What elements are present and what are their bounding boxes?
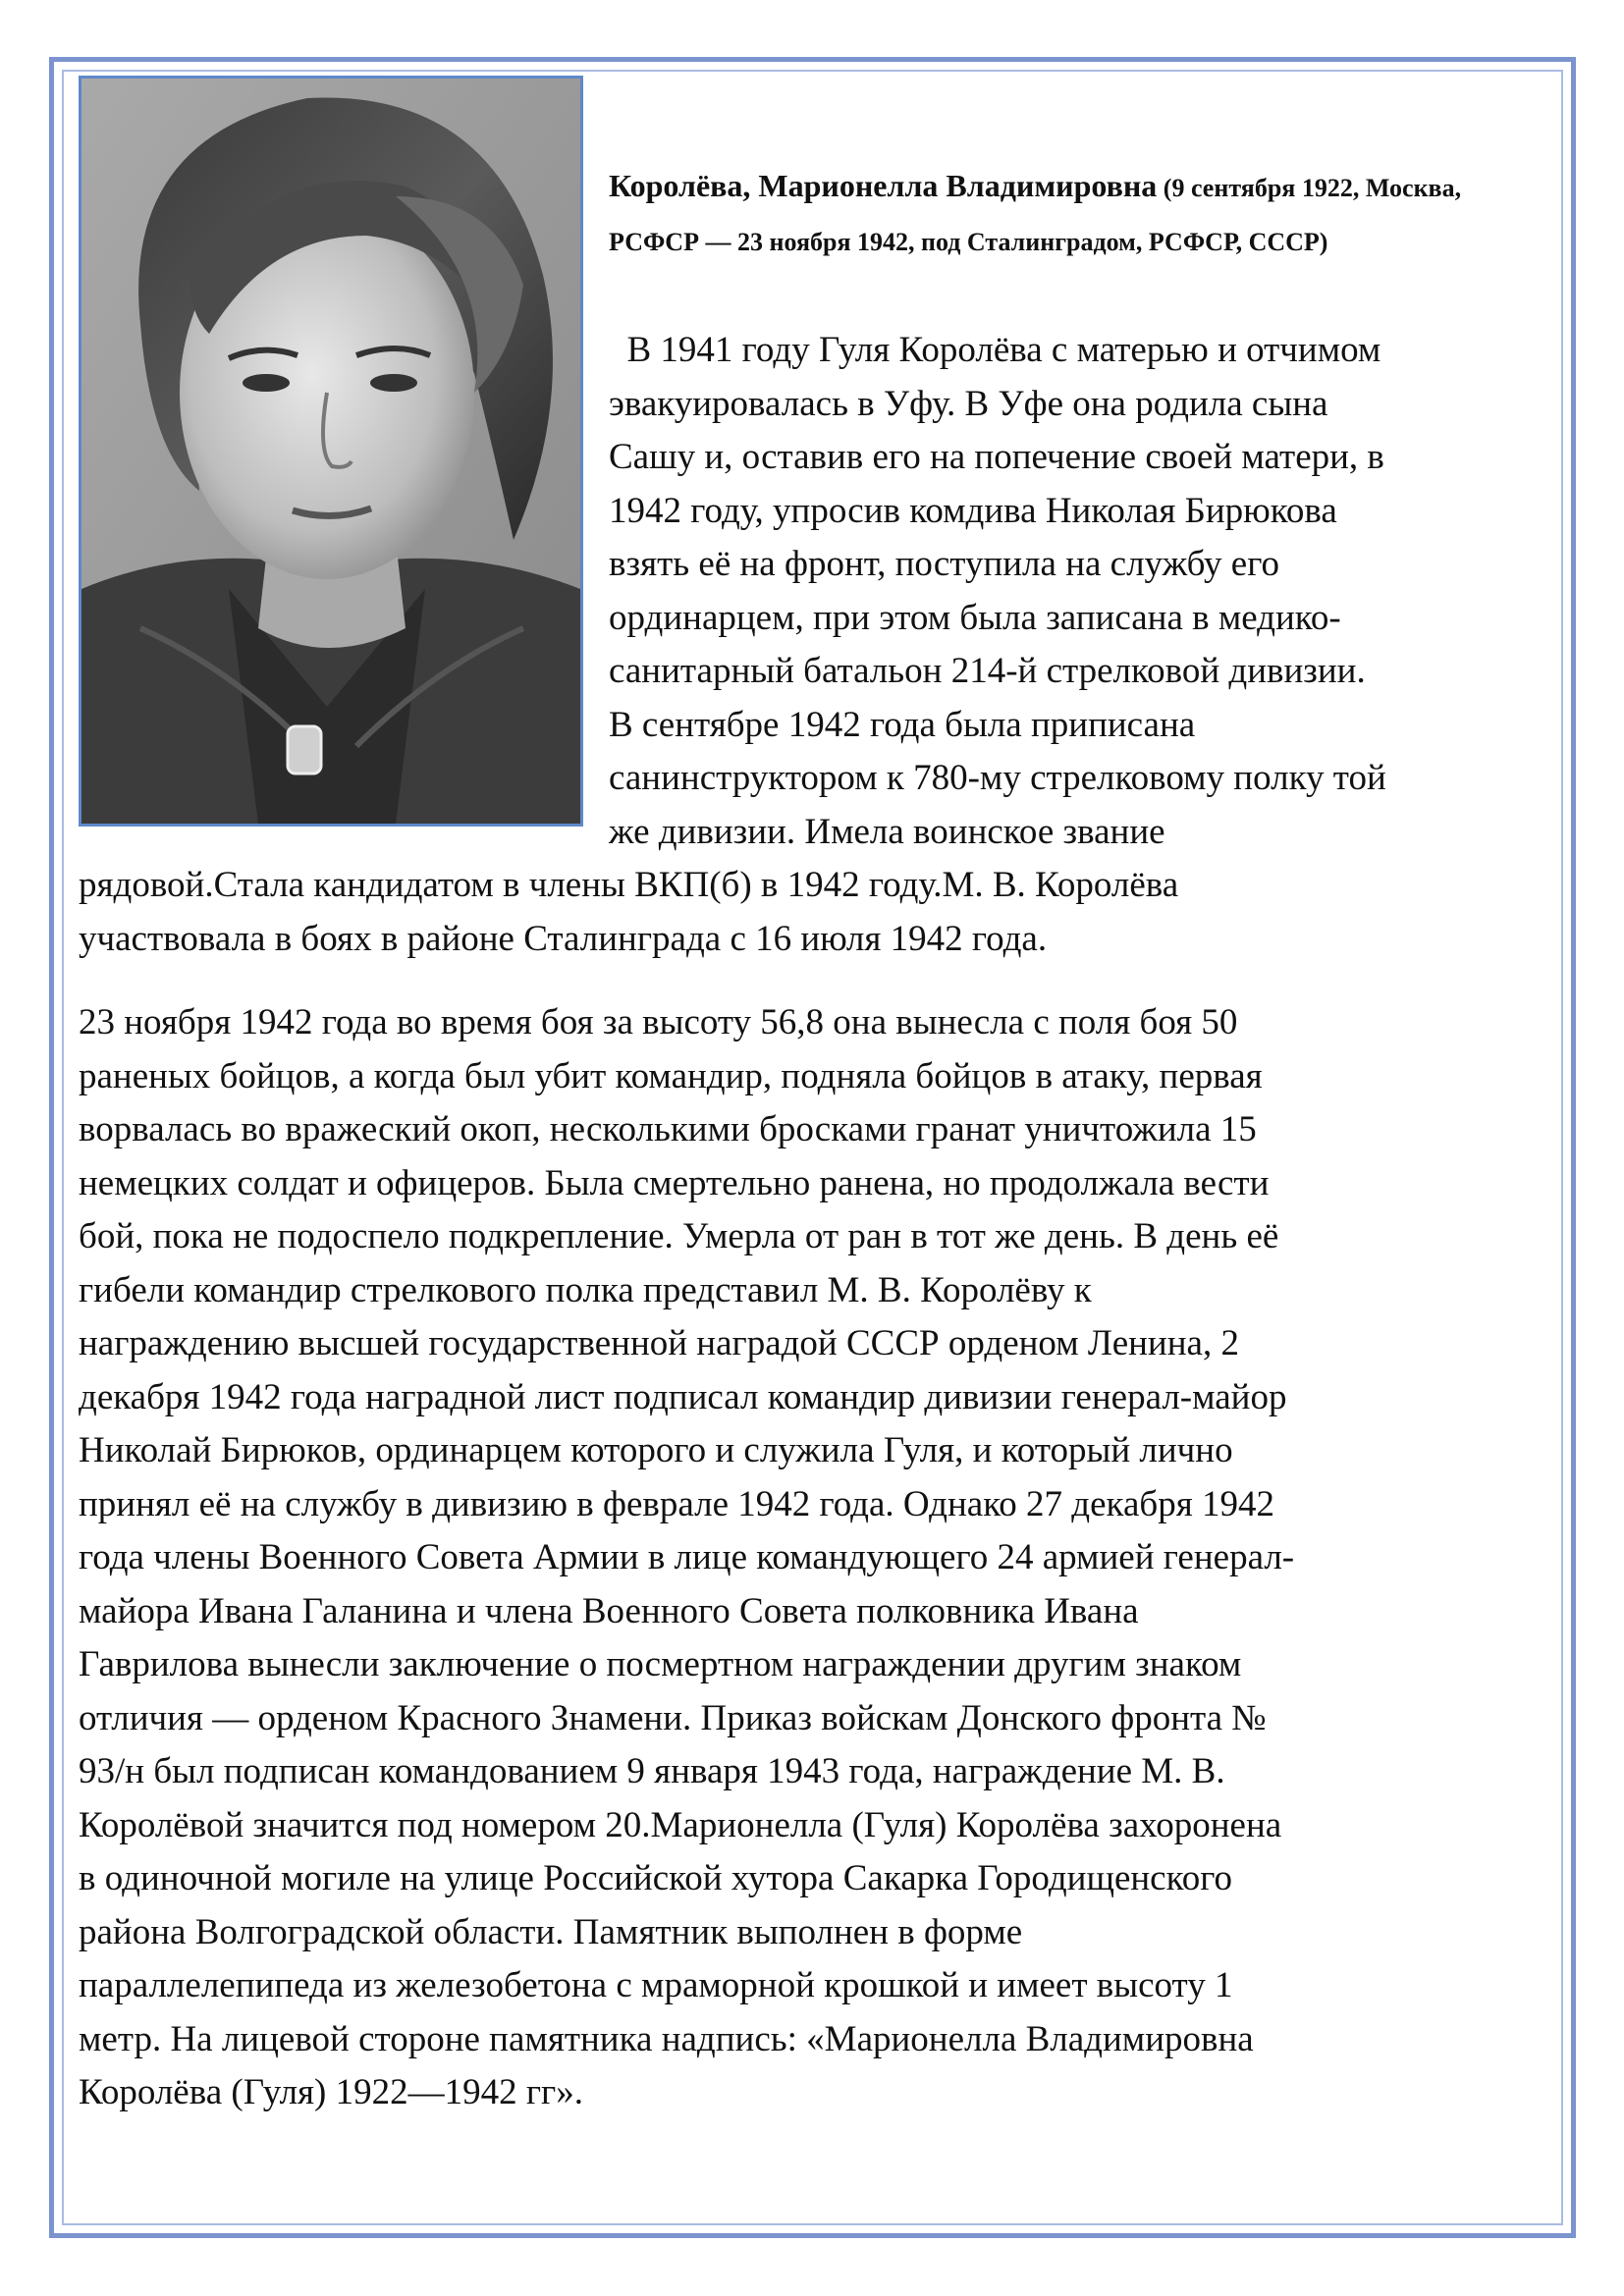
text-line: эвакуировалась в Уфу. В Уфе она родила сына	[609, 383, 1328, 424]
text-line: 1942 году, упросив комдива Николая Бирюкова	[609, 490, 1337, 531]
text-line: параллелепипеда из железобетона с мраморной крошкой и имеет высоту 1	[79, 1965, 1233, 2005]
text-line: ординарцем, при этом была записана в медико-	[609, 597, 1341, 638]
text-line: Гаврилова вынесли заключение о посмертном награждении другим знаком	[79, 1644, 1242, 1684]
text-line: награждению высшей государственной наградой СССР орденом Ленина, 2	[79, 1323, 1239, 1363]
paragraph1-side-text	[609, 324, 1556, 859]
text-line: 93/н был подписан командованием 9 января 1943 года, награждение М. В.	[79, 1751, 1225, 1791]
text-line: Сашу и, оставив его на попечение своей матери, в	[609, 437, 1384, 477]
text-line: взять её на фронт, поступила на службу его	[609, 544, 1279, 584]
text-line: в одиночной могиле на улице Российской хутора Сакарка Городищенского	[79, 1858, 1232, 1898]
text-line: В сентябре 1942 года была приписана	[609, 704, 1196, 745]
text-line: бой, пока не подоспело подкрепление. Умерла от ран в тот же день. В день её	[79, 1216, 1279, 1256]
text-line: 23 ноября 1942 года во время боя за высоту 56,8 она вынесла с поля боя 50	[79, 1002, 1238, 1042]
paragraph2	[79, 996, 1551, 2120]
text-line: немецких солдат и офицеров. Была смертельно ранена, но продолжала вести	[79, 1162, 1270, 1203]
text-line: майора Ивана Галанина и члена Военного Совета полковника Ивана	[79, 1590, 1139, 1631]
text-line: года члены Военного Совета Армии в лице командующего 24 армией генерал-	[79, 1537, 1295, 1577]
text-line: отличия — орденом Красного Знамени. Приказ войскам Донского фронта №	[79, 1697, 1267, 1738]
text-line: В 1941 году Гуля Королёва с матерью и отчимом	[609, 330, 1381, 370]
text-line: санитарный батальон 214-й стрелковой дивизии.	[609, 651, 1366, 691]
text-line: рядовой.Стала кандидатом в члены ВКП(б) в 1942 году.М. В. Королёва	[79, 865, 1179, 905]
text-line: декабря 1942 года наградной лист подписал командир дивизии генерал-майор	[79, 1376, 1287, 1417]
text-line: раненых бойцов, а когда был убит командир, подняла бойцов в атаку, первая	[79, 1055, 1263, 1096]
person-name: Королёва, Марионелла Владимировна	[609, 168, 1158, 203]
text-line: метр. На лицевой стороне памятника надпись: «Марионелла Владимировна	[79, 2018, 1254, 2059]
text-line: ворвалась во вражеский окоп, несколькими бросками гранат уничтожила 15	[79, 1109, 1257, 1149]
text-line: участвовала в боях в районе Сталинграда с 16 июля 1942 года.	[79, 918, 1048, 959]
portrait-photo	[79, 76, 583, 827]
text-line: Королёва (Гуля) 1922—1942 гг».	[79, 2072, 583, 2112]
text-line: гибели командир стрелкового полка представил М. В. Королёву к	[79, 1269, 1092, 1310]
text-line: Николай Бирюков, ординарцем которого и служила Гуля, и который лично	[79, 1430, 1233, 1470]
text-line: Королёвой значится под номером 20.Марионелла (Гуля) Королёва захоронена	[79, 1804, 1282, 1845]
text-line: же дивизии. Имела воинское звание	[609, 811, 1165, 852]
text-line: принял её на службу в дивизию в феврале 1942 года. Однако 27 декабря 1942	[79, 1483, 1274, 1524]
portrait-image	[81, 79, 580, 824]
paragraph1-continuation	[79, 859, 1551, 966]
life-dates: (9 сентября 1922, Москва, РСФСР — 23 ноября 1942, под Сталинградом, РСФСР, СССР)	[609, 174, 1462, 256]
text-line: района Волгоградской области. Памятник выполнен в форме	[79, 1911, 1023, 1952]
text-line: санинструктором к 780-му стрелковому полку той	[609, 758, 1386, 798]
document-heading	[609, 159, 1532, 269]
